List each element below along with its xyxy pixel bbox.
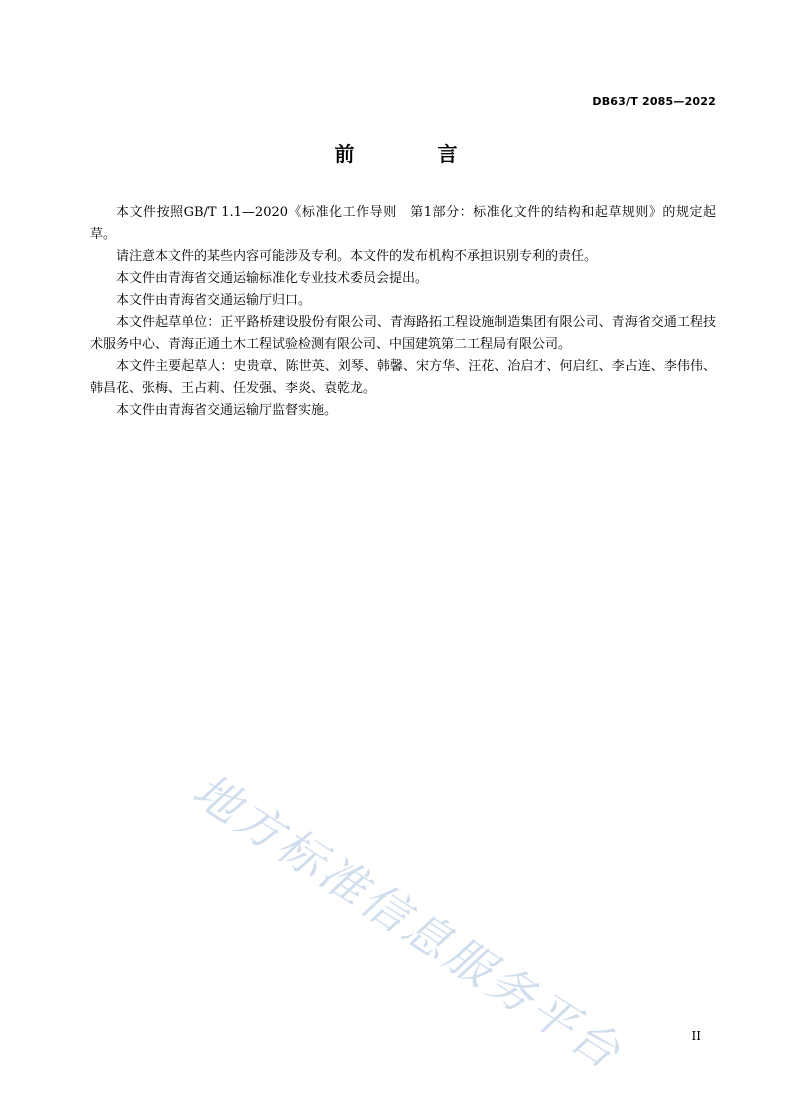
page-number: II [691, 1029, 701, 1043]
document-code: DB63/T 2085—2022 [592, 95, 716, 108]
paragraph-drafting-rules: 本文件按照GB/T 1.1—2020《标准化工作导则 第1部分：标准化文件的结构和起草规则》的规定起草。 [90, 205, 716, 242]
paragraph-drafting-units: 本文件起草单位：正平路桥建设股份有限公司、青海路拓工程设施制造集团有限公司、青海省交通工程技术服务中心、青海正通土木工程试验检测有限公司、中国建筑第二工程局有限公司。 [90, 315, 716, 352]
page-title: 前 言 [334, 142, 496, 166]
paragraph-centralized-by: 本文件由青海省交通运输厅归口。 [116, 293, 312, 308]
paragraph-supervision: 本文件由青海省交通运输厅监督实施。 [116, 403, 338, 418]
paragraph-proposed-by: 本文件由青海省交通运输标准化专业技术委员会提出。 [116, 271, 429, 286]
foreword-body [90, 202, 716, 422]
paragraph-drafters: 本文件主要起草人：史贵章、陈世英、刘琴、韩馨、宋方华、汪花、冶启才、何启红、李占连、李伟伟、韩昌花、张梅、王占莉、任发强、李炎、袁乾龙。 [90, 359, 716, 396]
watermark: 地方标准信息服务平台 [183, 762, 633, 1081]
paragraph-patent-notice: 请注意本文件的某些内容可能涉及专利。本文件的发布机构不承担识别专利的责任。 [116, 249, 598, 264]
